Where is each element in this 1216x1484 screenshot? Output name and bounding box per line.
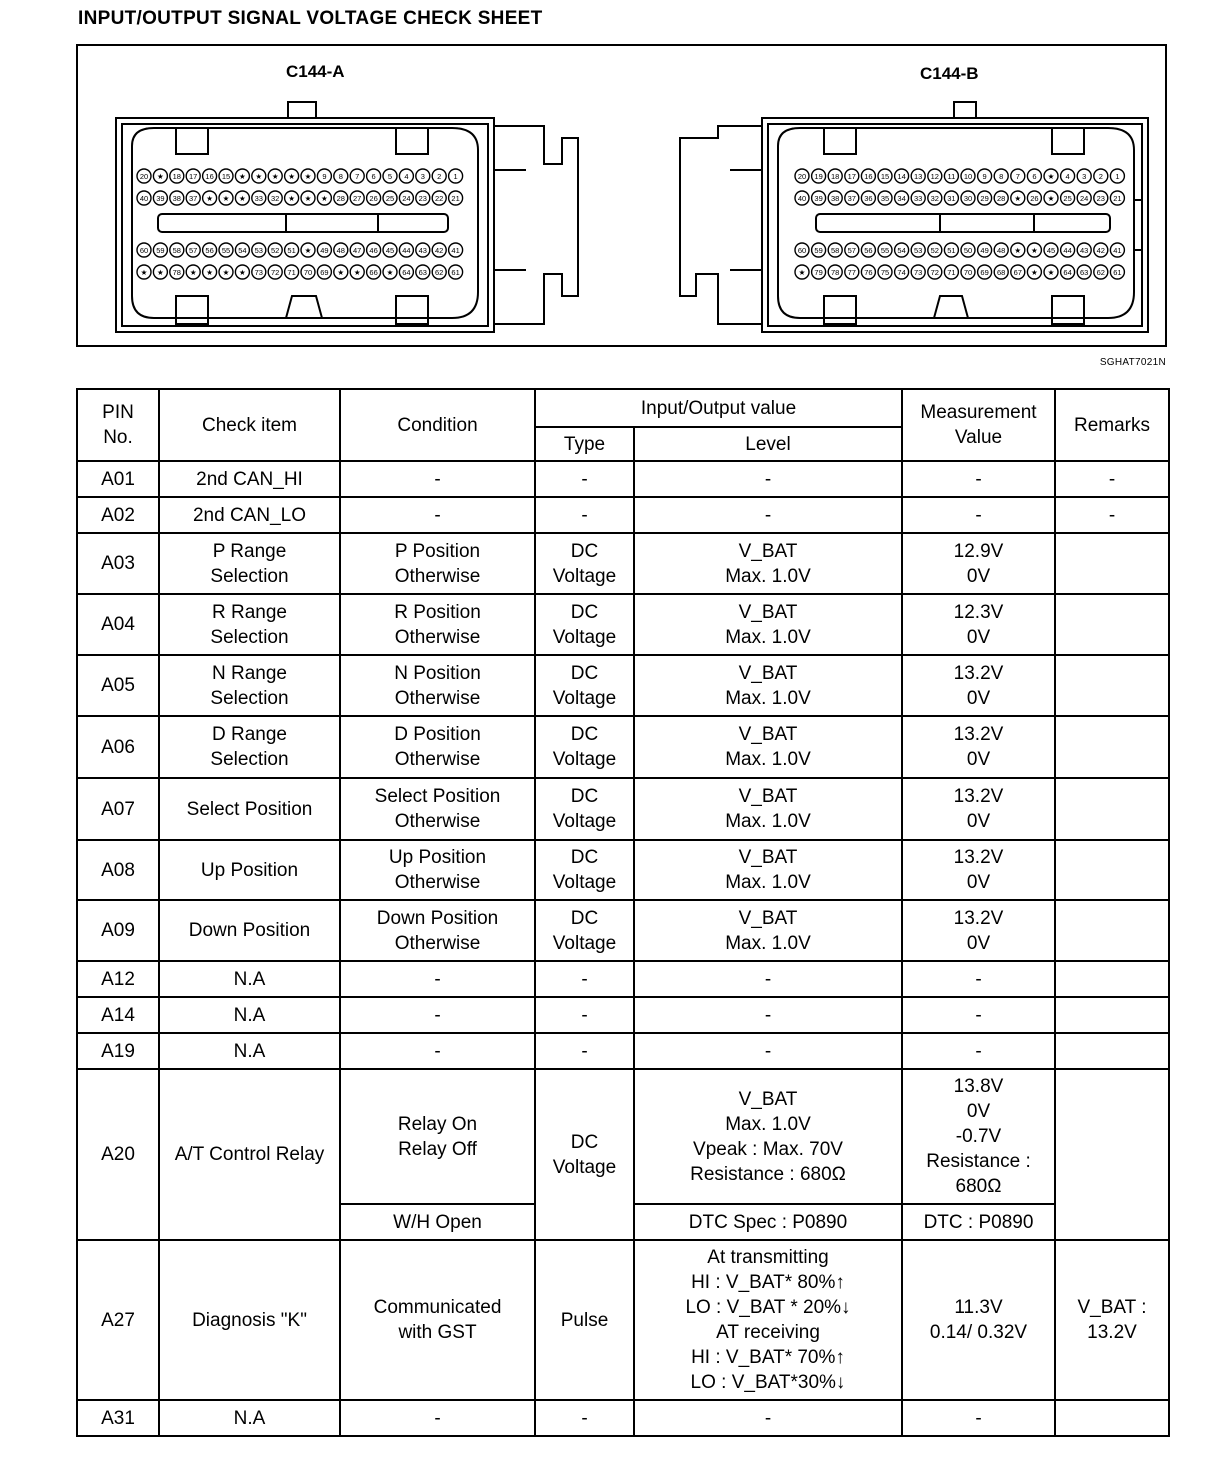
connector-pin-label: ★: [304, 172, 312, 181]
connector-pin-label: 26: [1030, 194, 1039, 203]
connector-pin-label: ★: [239, 172, 246, 181]
cell-remarks: [1055, 900, 1169, 961]
connector-pin-label: ★: [304, 194, 312, 203]
connector-pin-label: 68: [997, 268, 1006, 277]
cell-remarks: -: [1055, 461, 1169, 497]
connector-pin-label: 54: [897, 246, 906, 255]
connector-pin-label: 55: [221, 246, 231, 255]
table-row: [77, 1033, 1169, 1069]
cell-type: -: [535, 997, 634, 1033]
connector-pin-label: 23: [1096, 194, 1105, 203]
connector-pin-label: 52: [930, 246, 939, 255]
connector-pin-label: 11: [947, 172, 956, 181]
cell-remarks: -: [1055, 497, 1169, 533]
cell-item: Select Position: [159, 778, 340, 840]
cell-pin: A14: [77, 997, 159, 1033]
connector-pin-label: 25: [385, 194, 395, 203]
table-row: [77, 461, 1169, 497]
cell-type: DC Voltage: [535, 900, 634, 961]
cell-level: DTC Spec : P0890: [634, 1204, 902, 1240]
header-measurement: Measurement Value: [902, 389, 1055, 461]
header-level: Level: [634, 427, 902, 461]
cell-item: N.A: [159, 1033, 340, 1069]
cell-pin: A03: [77, 533, 159, 594]
table-row: [77, 997, 1169, 1033]
connector-pin-label: 57: [847, 246, 856, 255]
cell-item: D Range Selection: [159, 716, 340, 778]
connector-pin-label: 73: [914, 268, 923, 277]
header-type: Type: [535, 427, 634, 461]
connector-pin-label: 38: [172, 194, 181, 203]
connector-pin-label: 4: [1065, 172, 1070, 181]
connector-pin-label: 70: [303, 268, 313, 277]
cell-pin: A12: [77, 961, 159, 997]
cell-item: 2nd CAN_LO: [159, 497, 340, 533]
cell-remarks: [1055, 594, 1169, 655]
connector-pin-label: 41: [451, 246, 460, 255]
connector-pin-label: 76: [864, 268, 873, 277]
connector-pin-label: ★: [1047, 268, 1055, 277]
connector-pin-label: 42: [435, 246, 444, 255]
connector-pin-label: 33: [254, 194, 263, 203]
connector-pin-label: 21: [1113, 194, 1122, 203]
connector-pin-label: ★: [337, 268, 345, 277]
connector-pin-label: 2: [437, 172, 442, 181]
connector-pin-label: 51: [947, 246, 956, 255]
connector-pin-label: 45: [385, 246, 395, 255]
connector-pin-label: ★: [321, 194, 328, 203]
connector-pin-label: 3: [420, 172, 425, 181]
connector-pin-label: 78: [172, 268, 181, 277]
cell-type: -: [535, 1400, 634, 1436]
cell-remarks: [1055, 1400, 1169, 1436]
connector-pin-label: 70: [963, 268, 973, 277]
cell-type: Pulse: [535, 1240, 634, 1400]
cell-remarks: V_BAT : 13.2V: [1055, 1240, 1169, 1400]
connector-pin-label: 53: [914, 246, 923, 255]
connector-pin-label: 41: [1113, 246, 1122, 255]
connector-pin-label: 73: [254, 268, 263, 277]
cell-remarks: [1055, 961, 1169, 997]
cell-condition: -: [340, 997, 535, 1033]
cell-level: -: [634, 497, 902, 533]
connector-pin-label: ★: [157, 172, 164, 181]
cell-condition: W/H Open: [340, 1204, 535, 1240]
connector-pin-label: 35: [880, 194, 890, 203]
connector-pin-label: 34: [897, 194, 906, 203]
header-pin: PIN No.: [77, 389, 159, 461]
cell-level: V_BAT Max. 1.0V: [634, 594, 902, 655]
connector-pin-label: 16: [864, 172, 873, 181]
connector-pin-label: ★: [1047, 194, 1055, 203]
connector-pin-label: 44: [402, 246, 411, 255]
connector-pin-label: 71: [287, 268, 296, 277]
cell-level: -: [634, 997, 902, 1033]
connector-pin-label: 39: [156, 194, 165, 203]
connector-pin-label: 28: [336, 194, 345, 203]
cell-condition: -: [340, 461, 535, 497]
connector-pin-label: 64: [1063, 268, 1072, 277]
connector-pin-label: ★: [1014, 194, 1022, 203]
cell-remarks: [1055, 1069, 1169, 1240]
connector-pin-label: 1: [453, 172, 458, 181]
connector-pin-label: 20: [139, 172, 149, 181]
connector-pin-label: ★: [1014, 246, 1022, 255]
cell-condition: Up Position Otherwise: [340, 840, 535, 900]
connector-drawing: [78, 46, 1165, 345]
cell-condition: R Position Otherwise: [340, 594, 535, 655]
connector-pin-label: 50: [963, 246, 973, 255]
connector-pin-label: 9: [982, 172, 987, 181]
cell-item: 2nd CAN_HI: [159, 461, 340, 497]
cell-value: 13.2V 0V: [902, 778, 1055, 840]
connector-pin-label: 4: [404, 172, 409, 181]
cell-item: N.A: [159, 961, 340, 997]
connector-pin-label: 22: [435, 194, 444, 203]
cell-value: 13.8V 0V -0.7V Resistance : 680Ω: [902, 1069, 1055, 1204]
cell-item: R Range Selection: [159, 594, 340, 655]
table-row: [77, 594, 1169, 655]
cell-pin: A19: [77, 1033, 159, 1069]
connector-pin-label: 16: [205, 172, 214, 181]
cell-value: 12.9V 0V: [902, 533, 1055, 594]
cell-value: 13.2V 0V: [902, 655, 1055, 716]
cell-pin: A01: [77, 461, 159, 497]
connector-pin-label: 61: [1113, 268, 1122, 277]
connector-pin-label: 58: [172, 246, 181, 255]
connector-pin-label: 14: [897, 172, 906, 181]
connector-pin-label: 37: [189, 194, 198, 203]
cell-remarks: [1055, 778, 1169, 840]
cell-value: DTC : P0890: [902, 1204, 1055, 1240]
figure-code: SGHAT7021N: [1099, 357, 1166, 368]
connector-pin-label: ★: [1031, 268, 1038, 277]
connector-pin-label: 71: [947, 268, 956, 277]
table-row: [77, 716, 1169, 778]
connector-pin-label: 23: [418, 194, 427, 203]
header-condition: Condition: [340, 389, 535, 461]
cell-type: -: [535, 497, 634, 533]
connector-pin-label: ★: [222, 268, 230, 277]
connector-pin-label: 36: [864, 194, 873, 203]
connector-pin-label: 30: [963, 194, 973, 203]
connector-pin-label: 26: [369, 194, 378, 203]
connector-pin-label: 69: [320, 268, 329, 277]
connector-pin-label: ★: [206, 194, 213, 203]
connector-pin-label: 64: [402, 268, 411, 277]
cell-item: Up Position: [159, 840, 340, 900]
connector-pin-label: 69: [980, 268, 989, 277]
cell-pin: A07: [77, 778, 159, 840]
cell-item: P Range Selection: [159, 533, 340, 594]
connector-pin-label: 75: [880, 268, 890, 277]
table-row: [77, 778, 1169, 840]
cell-value: 13.2V 0V: [902, 900, 1055, 961]
connector-diagram: [76, 44, 1167, 347]
connector-b-label: C144-B: [920, 64, 979, 83]
connector-pin-label: 18: [831, 172, 840, 181]
connector-pin-label: 5: [387, 172, 393, 181]
connector-pin-label: ★: [271, 172, 279, 181]
cell-level: At transmitting HI : V_BAT* 80%↑ LO : V_BAT * 20%↓ AT receiving HI : V_BAT* 70%↑ LO : V_BAT*30%↓: [634, 1240, 902, 1400]
connector-pin-label: 20: [797, 172, 807, 181]
cell-pin: A04: [77, 594, 159, 655]
connector-pin-label: 47: [353, 246, 362, 255]
connector-pin-label: 38: [831, 194, 840, 203]
connector-pin-label: 7: [1015, 172, 1020, 181]
connector-pin-label: 48: [997, 246, 1006, 255]
cell-type: -: [535, 961, 634, 997]
connector-pin-label: ★: [157, 268, 164, 277]
connector-pin-label: ★: [386, 268, 394, 277]
connector-pin-label: ★: [239, 268, 246, 277]
cell-condition: -: [340, 961, 535, 997]
connector-pin-label: 19: [814, 172, 823, 181]
connector-pin-label: 18: [172, 172, 181, 181]
connector-pin-label: 79: [814, 268, 823, 277]
connector-pin-label: 72: [271, 268, 280, 277]
table-row: [77, 1400, 1169, 1436]
connector-pin-label: 13: [914, 172, 923, 181]
cell-condition: -: [340, 1033, 535, 1069]
cell-value: -: [902, 1033, 1055, 1069]
connector-pin-label: 37: [847, 194, 856, 203]
cell-level: V_BAT Max. 1.0V: [634, 655, 902, 716]
connector-pin-label: 8: [999, 172, 1004, 181]
connector-pin-label: ★: [222, 194, 230, 203]
cell-remarks: [1055, 997, 1169, 1033]
connector-pin-label: 60: [797, 246, 807, 255]
cell-remarks: [1055, 840, 1169, 900]
cell-value: -: [902, 961, 1055, 997]
connector-pin-label: ★: [1047, 172, 1055, 181]
cell-pin: A02: [77, 497, 159, 533]
cell-condition: D Position Otherwise: [340, 716, 535, 778]
cell-level: V_BAT Max. 1.0V: [634, 533, 902, 594]
cell-item: N.A: [159, 997, 340, 1033]
cell-type: DC Voltage: [535, 655, 634, 716]
cell-level: V_BAT Max. 1.0V: [634, 840, 902, 900]
cell-condition: -: [340, 497, 535, 533]
connector-pin-label: 27: [353, 194, 362, 203]
cell-level: V_BAT Max. 1.0V: [634, 716, 902, 778]
connector-pin-label: ★: [189, 268, 197, 277]
cell-item: A/T Control Relay: [159, 1069, 340, 1240]
cell-value: -: [902, 461, 1055, 497]
connector-pin-label: 53: [254, 246, 263, 255]
cell-item: N.A: [159, 1400, 340, 1436]
connector-pin-label: 28: [997, 194, 1006, 203]
cell-remarks: [1055, 1033, 1169, 1069]
connector-pin-label: ★: [288, 172, 295, 181]
connector-pin-label: 49: [980, 246, 989, 255]
connector-pin-label: ★: [255, 172, 263, 181]
cell-item: Down Position: [159, 900, 340, 961]
header-io-value: Input/Output value: [535, 389, 902, 427]
cell-remarks: [1055, 716, 1169, 778]
cell-pin: A05: [77, 655, 159, 716]
connector-pin-label: 62: [1096, 268, 1105, 277]
connector-pin-label: ★: [304, 246, 312, 255]
cell-condition: P Position Otherwise: [340, 533, 535, 594]
connector-pin-label: 43: [1080, 246, 1089, 255]
connector-pin-label: 32: [271, 194, 280, 203]
connector-pin-label: 46: [369, 246, 378, 255]
connector-pin-label: ★: [239, 194, 246, 203]
connector-pin-label: 29: [980, 194, 989, 203]
connector-pin-label: 25: [1063, 194, 1072, 203]
connector-pin-label: 72: [930, 268, 939, 277]
cell-value: -: [902, 497, 1055, 533]
cell-pin: A31: [77, 1400, 159, 1436]
connector-pin-label: 77: [847, 268, 856, 277]
connector-pin-label: ★: [353, 268, 361, 277]
connector-pin-label: 55: [880, 246, 890, 255]
cell-level: V_BAT Max. 1.0V: [634, 778, 902, 840]
connector-pin-label: 10: [963, 172, 973, 181]
connector-pin-label: 17: [847, 172, 856, 181]
cell-type: DC Voltage: [535, 594, 634, 655]
table-row: [77, 497, 1169, 533]
connector-pin-label: 62: [435, 268, 444, 277]
cell-condition: N Position Otherwise: [340, 655, 535, 716]
connector-pin-label: 7: [355, 172, 360, 181]
connector-pin-label: 63: [418, 268, 427, 277]
connector-a-label: C144-A: [286, 62, 345, 81]
connector-pin-label: 44: [1063, 246, 1072, 255]
cell-type: -: [535, 1033, 634, 1069]
cell-type: DC Voltage: [535, 840, 634, 900]
table-row: [77, 1069, 1169, 1204]
cell-item: Diagnosis "K": [159, 1240, 340, 1400]
cell-value: 11.3V 0.14/ 0.32V: [902, 1240, 1055, 1400]
connector-pin-label: 43: [418, 246, 427, 255]
connector-pin-label: ★: [798, 268, 806, 277]
connector-pin-label: ★: [288, 194, 295, 203]
cell-level: -: [634, 461, 902, 497]
connector-pin-label: 42: [1096, 246, 1105, 255]
cell-pin: A20: [77, 1069, 159, 1240]
connector-pin-label: 6: [1032, 172, 1037, 181]
connector-pin-label: 51: [287, 246, 296, 255]
table-row: [77, 655, 1169, 716]
connector-pin-label: 40: [139, 194, 149, 203]
connector-pin-label: 2: [1098, 172, 1103, 181]
connector-pin-label: 17: [189, 172, 198, 181]
table-row: [77, 900, 1169, 961]
connector-pin-label: 63: [1080, 268, 1089, 277]
connector-pin-label: 57: [189, 246, 198, 255]
cell-pin: A08: [77, 840, 159, 900]
cell-pin: A27: [77, 1240, 159, 1400]
cell-condition: Select Position Otherwise: [340, 778, 535, 840]
connector-pin-label: 24: [1080, 194, 1089, 203]
header-remarks: Remarks: [1055, 389, 1169, 461]
connector-pin-label: 59: [156, 246, 165, 255]
signal-check-table: [76, 388, 1170, 1437]
cell-level: V_BAT Max. 1.0V Vpeak : Max. 70V Resistance : 680Ω: [634, 1069, 902, 1204]
connector-pin-label: 15: [880, 172, 890, 181]
cell-type: DC Voltage: [535, 716, 634, 778]
connector-pin-label: 54: [238, 246, 247, 255]
connector-pin-label: 8: [338, 172, 343, 181]
cell-level: -: [634, 1033, 902, 1069]
header-check-item: Check item: [159, 389, 340, 461]
connector-pin-label: 60: [139, 246, 149, 255]
cell-condition: Communicated with GST: [340, 1240, 535, 1400]
cell-value: -: [902, 997, 1055, 1033]
cell-condition: Relay On Relay Off: [340, 1069, 535, 1204]
cell-type: DC Voltage: [535, 1069, 634, 1240]
cell-condition: Down Position Otherwise: [340, 900, 535, 961]
connector-pin-label: 21: [451, 194, 460, 203]
connector-pin-label: 12: [930, 172, 939, 181]
connector-pin-label: 52: [271, 246, 280, 255]
connector-pin-label: 49: [320, 246, 329, 255]
table-row: [77, 533, 1169, 594]
table-row: [77, 961, 1169, 997]
connector-pin-label: ★: [206, 268, 213, 277]
connector-pin-label: 39: [814, 194, 823, 203]
connector-pin-label: 74: [897, 268, 906, 277]
connector-pin-label: 9: [322, 172, 327, 181]
cell-type: -: [535, 461, 634, 497]
table-row: [77, 840, 1169, 900]
cell-type: DC Voltage: [535, 778, 634, 840]
connector-pin-label: 45: [1046, 246, 1056, 255]
connector-pin-label: 58: [831, 246, 840, 255]
cell-value: -: [902, 1400, 1055, 1436]
connector-pin-label: 78: [831, 268, 840, 277]
connector-pin-label: 66: [369, 268, 378, 277]
table-row: [77, 1240, 1169, 1400]
cell-condition: -: [340, 1400, 535, 1436]
connector-pin-label: 3: [1082, 172, 1087, 181]
connector-pin-label: 31: [947, 194, 956, 203]
connector-pin-label: 24: [402, 194, 411, 203]
connector-pin-label: 32: [930, 194, 939, 203]
cell-pin: A09: [77, 900, 159, 961]
cell-value: 13.2V 0V: [902, 840, 1055, 900]
connector-pin-label: ★: [140, 268, 148, 277]
cell-level: V_BAT Max. 1.0V: [634, 900, 902, 961]
connector-pin-label: 61: [451, 268, 460, 277]
connector-pin-label: 59: [814, 246, 823, 255]
cell-level: -: [634, 1400, 902, 1436]
cell-value: 13.2V 0V: [902, 716, 1055, 778]
connector-pin-label: 56: [864, 246, 873, 255]
cell-remarks: [1055, 533, 1169, 594]
connector-pin-label: 56: [205, 246, 214, 255]
cell-type: DC Voltage: [535, 533, 634, 594]
cell-pin: A06: [77, 716, 159, 778]
connector-pin-label: 33: [914, 194, 923, 203]
cell-level: -: [634, 961, 902, 997]
connector-pin-label: 48: [336, 246, 345, 255]
connector-pin-label: 6: [371, 172, 376, 181]
connector-pin-label: 15: [221, 172, 231, 181]
connector-pin-label: 1: [1115, 172, 1120, 181]
cell-value: 12.3V 0V: [902, 594, 1055, 655]
cell-item: N Range Selection: [159, 655, 340, 716]
connector-pin-label: 67: [1013, 268, 1022, 277]
cell-remarks: [1055, 655, 1169, 716]
page-title: INPUT/OUTPUT SIGNAL VOLTAGE CHECK SHEET: [78, 8, 543, 29]
connector-pin-label: ★: [1031, 246, 1038, 255]
connector-pin-label: 40: [797, 194, 807, 203]
